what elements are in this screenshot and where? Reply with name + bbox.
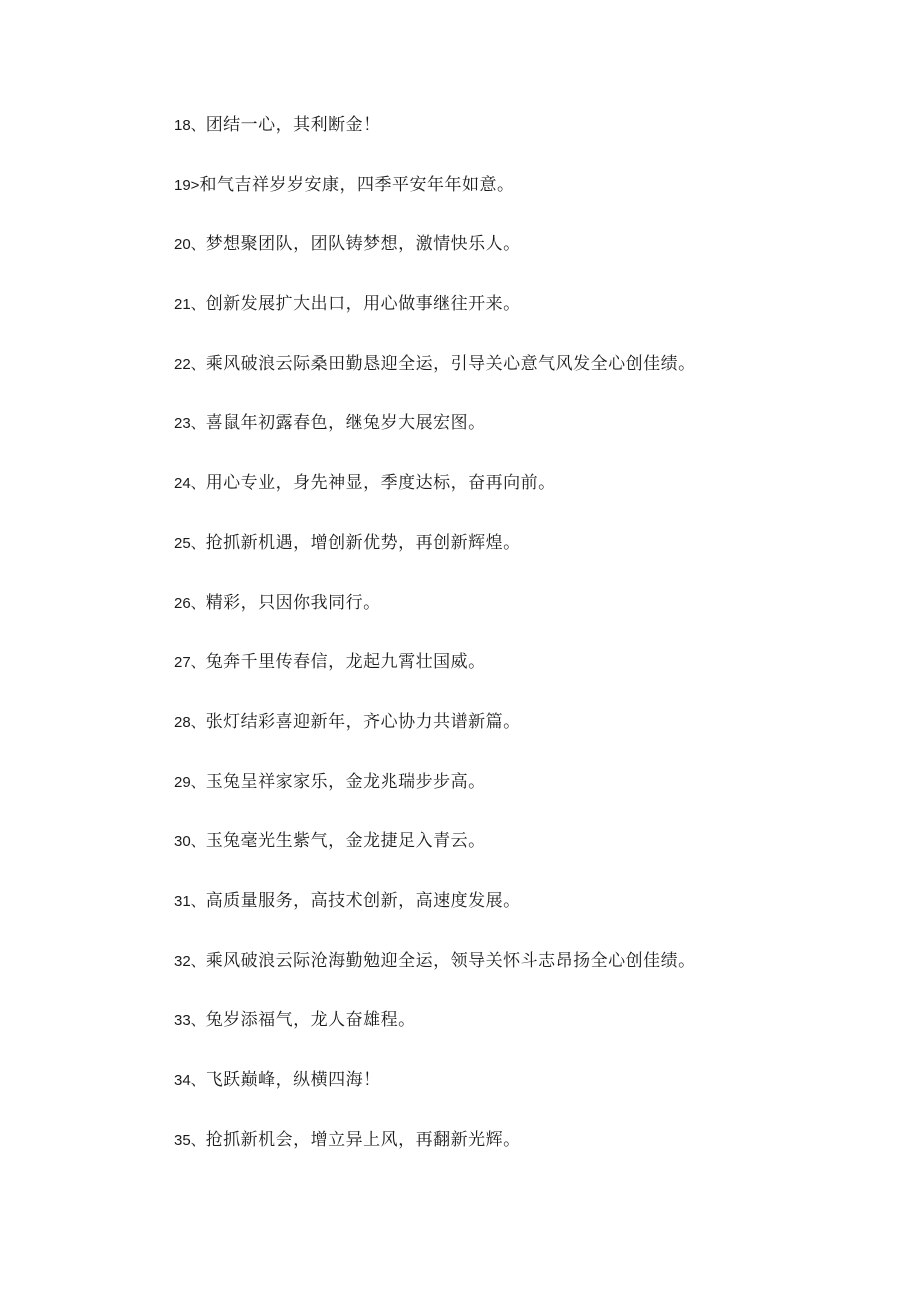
item-number: 30、 [174, 833, 206, 851]
item-number: 19> [174, 176, 200, 194]
item-number: 20、 [174, 236, 206, 254]
item-text: 玉兔毫光生紫气，金龙捷足入青云。 [205, 831, 486, 852]
item-text: 乘风破浪云际桑田勤恳迎全运，引导关心意气风发全心创佳绩。 [205, 353, 696, 374]
list-item [174, 1067, 874, 1127]
item-text: 和气吉祥岁岁安康，四季平安年年如意。 [199, 174, 515, 195]
list-item [174, 231, 874, 291]
item-text: 抢抓新机遇，增创新优势，再创新辉煌。 [205, 532, 521, 553]
slogan-list [174, 112, 874, 1186]
item-text: 喜鼠年初露春色，继兔岁大展宏图。 [205, 413, 486, 434]
item-text: 用心专业，身先神显，季度达标，奋再向前。 [205, 473, 556, 494]
list-item [174, 1127, 874, 1187]
list-item [174, 351, 874, 411]
item-number: 18、 [174, 117, 206, 134]
list-item [174, 291, 874, 351]
item-number: 35、 [174, 1131, 206, 1149]
item-text: 兔奔千里传春信，龙起九霄壮国威。 [205, 652, 486, 673]
list-item [174, 948, 874, 1008]
item-text: 玉兔呈祥家家乐，金龙兆瑞步步高。 [205, 771, 486, 792]
list-item [174, 828, 874, 888]
item-number: 32、 [174, 952, 206, 970]
item-number: 26、 [174, 594, 206, 612]
list-item [174, 410, 874, 470]
item-text: 飞跃巅峰，纵横四海！ [205, 1070, 381, 1090]
item-text: 张灯结彩喜迎新年，齐心协力共谱新篇。 [205, 711, 521, 732]
item-text: 乘风破浪云际沧海勤勉迎全运，领导关怀斗志昂扬全心创佳绩。 [205, 950, 696, 971]
item-text: 高质量服务，高技术创新，高速度发展。 [205, 890, 521, 911]
item-number: 22、 [174, 355, 206, 373]
list-item [174, 888, 874, 948]
item-number: 34、 [174, 1072, 206, 1089]
item-text: 梦想聚团队，团队铸梦想，激情快乐人。 [205, 234, 521, 255]
item-number: 28、 [174, 713, 206, 731]
item-text: 创新发展扩大出口，用心做事继往开来。 [205, 294, 521, 315]
list-item [174, 172, 874, 232]
item-number: 29、 [174, 773, 206, 791]
list-item [174, 649, 874, 709]
list-item [174, 709, 874, 769]
item-text: 兔岁添福气，龙人奋雄程。 [205, 1010, 416, 1031]
list-item [174, 769, 874, 829]
item-number: 31、 [174, 892, 206, 910]
item-number: 33、 [174, 1012, 206, 1030]
list-item [174, 590, 874, 650]
item-number: 23、 [174, 415, 206, 433]
list-item [174, 112, 874, 172]
item-number: 25、 [174, 534, 206, 552]
item-number: 27、 [174, 654, 206, 672]
list-item [174, 1007, 874, 1067]
item-number: 21、 [174, 296, 206, 314]
list-item [174, 530, 874, 590]
item-text: 团结一心，其利断金！ [205, 115, 381, 135]
item-number: 24、 [174, 475, 206, 493]
item-text: 精彩，只因你我同行。 [205, 592, 381, 613]
list-item [174, 470, 874, 530]
item-text: 抢抓新机会，增立异上风，再翻新光辉。 [205, 1129, 521, 1150]
